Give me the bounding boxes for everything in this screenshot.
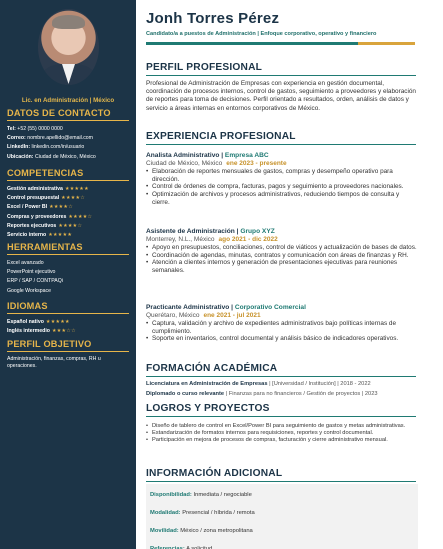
tool-item: PowerPoint ejecutivo: [7, 269, 56, 276]
list-item: • Atención a clientes internos y generación de presentaciones ejecutivas para reuniones semanales.: [146, 259, 418, 274]
skill-item: Compras y proveedores ★★★★☆: [7, 213, 93, 220]
contact-email[interactable]: Correo: nombre.apellido@email.com: [7, 135, 94, 142]
list-item: • Coordinación de agendas, minutas, contratos y comunicación con áreas de finanzas y RH.: [146, 252, 418, 260]
list-item: • Optimización de archivos y procesos administrativos, reduciendo tiempos de consulta y cierre.: [146, 191, 418, 206]
list-item: • Apoyo en presupuestos, conciliaciones, control de viáticos y actualización de bases de datos.: [146, 244, 418, 252]
avatar-hair: [52, 15, 85, 29]
job-meta: Ciudad de México, México ene 2023 - presente: [146, 160, 287, 167]
skill-item: Control presupuestal ★★★★☆: [7, 195, 86, 202]
profile-heading: PERFIL PROFESIONAL: [146, 62, 416, 76]
header-divider-teal: [146, 42, 358, 45]
job-bullets: [146, 168, 418, 207]
objective-section: [7, 339, 129, 371]
language-item: Inglés intermedio ★★★☆☆: [7, 328, 76, 335]
achievements-heading: LOGROS Y PROYECTOS: [146, 403, 416, 417]
rating-stars-icon: ★★★★★: [45, 319, 70, 325]
candidate-headline: Candidato/a a puestos de Administración | Enfoque corporativo, operativo y financiero: [146, 31, 377, 37]
contact-section: [7, 108, 129, 162]
info-row: Disponibilidad: Inmediata / negociable: [150, 492, 252, 498]
list-item: • Estandarización de formatos internos para requisiciones, reportes y control documental.: [146, 430, 418, 437]
education-item: Licenciatura en Administración de Empresas | [Universidad / Institución] | 2018 - 2022: [146, 381, 371, 387]
profile-role: Lic. en Administración | México: [21, 97, 115, 104]
job-meta: Monterrey, N.L., México ago 2021 - dic 2022: [146, 236, 278, 243]
contact-location: Ubicación: Ciudad de México, México: [7, 153, 96, 160]
job-entry: [146, 228, 418, 275]
job-title: Asistente de Administración | Grupo XYZ: [146, 228, 275, 235]
objective-heading: PERFIL OBJETIVO: [7, 339, 129, 352]
languages-section: [7, 301, 129, 336]
tools-section: [7, 242, 129, 296]
job-entry: [146, 152, 418, 207]
education-item: Diplomado o curso relevante | Finanzas para no financieros / Gestión de proyectos | 2023: [146, 390, 378, 397]
main-content: [136, 0, 443, 549]
language-item: Español nativo ★★★★★: [7, 319, 70, 325]
info-row: Modalidad: Presencial / híbrida / remota: [150, 510, 255, 516]
rating-stars-icon: ★★★☆☆: [51, 328, 76, 335]
list-item: • Soporte en inventarios, control documental y análisis básico de indicadores operativos.: [146, 335, 418, 343]
profile-text: Profesional de Administración de Empresas con experiencia en gestión documental, coordinación de procesos internos, control de gastos, seguimiento a proveedores y elaboración de reportes para toma de decisiones. Perfil orientado a resultados, orden, análisis de datos y servicio a áreas internas en entornos corporativos de México.: [146, 80, 416, 112]
contact-heading: DATOS DE CONTACTO: [7, 108, 129, 121]
job-entry: [146, 304, 418, 343]
job-dates: ene 2023 - presente: [226, 160, 287, 167]
contact-linkedin[interactable]: LinkedIn: linkedin.com/in/usuario: [7, 144, 85, 151]
tools-heading: HERRAMIENTAS: [7, 242, 129, 255]
job-bullets: [146, 320, 418, 343]
rating-stars-icon: ★★★★★: [64, 186, 89, 192]
list-item: • Participación en mejora de procesos de compras, facturación y cierre administrativo mensual.: [146, 437, 418, 444]
skill-item: Excel / Power BI ★★★★☆: [7, 204, 73, 211]
skills-section: [7, 168, 129, 240]
job-title: Practicante Administrativo | Corporativo Comercial: [146, 304, 306, 311]
skills-heading: COMPETENCIAS: [7, 168, 129, 181]
contact-phone: Tel: +52 (55) 0000 0000: [7, 126, 63, 132]
job-company: Empresa ABC: [224, 152, 269, 159]
rating-stars-icon: ★★★★☆: [61, 195, 86, 202]
additional-info-box: [146, 484, 418, 549]
tool-item: Google Workspace: [7, 287, 52, 294]
achievements-list: [146, 423, 418, 444]
job-meta: Querétaro, México ene 2021 - jul 2021: [146, 312, 261, 319]
info-row: Movilidad: México / zona metropolitana: [150, 528, 253, 534]
job-company: Corporativo Comercial: [234, 304, 306, 311]
objective-text: Administración, finanzas, compras, RH u operaciones.: [7, 356, 101, 370]
languages-heading: IDIOMAS: [7, 301, 129, 314]
job-title: Analista Administrativo | Empresa ABC: [146, 152, 269, 159]
list-item: • Control de órdenes de compra, facturas, pagos y seguimiento a proveedores nacionales.: [146, 183, 418, 191]
education-heading: FORMACIÓN ACADÉMICA: [146, 363, 416, 377]
rating-stars-icon: ★★★★★: [48, 232, 73, 239]
rating-stars-icon: ★★★★☆: [58, 222, 83, 229]
candidate-name: Jonh Torres Pérez: [146, 10, 280, 27]
skill-item: Gestión administrativa ★★★★★: [7, 186, 89, 192]
tool-item: Excel avanzado: [7, 260, 44, 266]
sidebar: [0, 0, 136, 549]
tool-item: ERP / SAP / CONTPAQi: [7, 278, 63, 285]
rating-stars-icon: ★★★★☆: [49, 204, 73, 211]
education-list: [146, 380, 422, 399]
job-dates: ago 2021 - dic 2022: [218, 236, 278, 243]
list-item: • Diseño de tablero de control en Excel/Power BI para seguimiento de gastos y metas administrativas.: [146, 423, 418, 430]
avatar: [38, 9, 99, 85]
list-item: • Captura, validación y archivo de expedientes administrativos bajo políticas internas de cumplimiento.: [146, 320, 418, 335]
header-divider-gold: [358, 42, 415, 45]
job-dates: ene 2021 - jul 2021: [203, 312, 261, 319]
job-company: Grupo XYZ: [240, 228, 275, 235]
rating-stars-icon: ★★★★☆: [68, 213, 93, 220]
info-row: Referencias: A solicitud: [150, 546, 213, 549]
skill-item: Reportes ejecutivos ★★★★☆: [7, 222, 83, 229]
additional-heading: INFORMACIÓN ADICIONAL: [146, 468, 416, 482]
experience-heading: EXPERIENCIA PROFESIONAL: [146, 131, 416, 145]
list-item: • Elaboración de reportes mensuales de gastos, compras y desempeño operativo para dirección.: [146, 168, 418, 183]
skill-item: Servicio interno ★★★★★: [7, 232, 73, 239]
job-bullets: [146, 244, 418, 275]
